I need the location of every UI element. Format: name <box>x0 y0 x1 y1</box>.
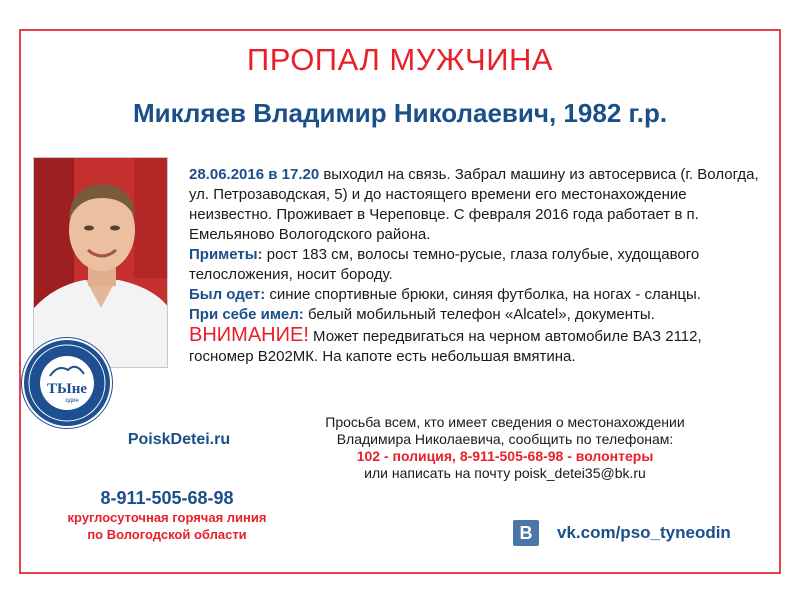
request-line-1: Просьба всем, кто имеет сведения о местонахождении <box>325 414 685 430</box>
attention-text: Может передвигаться на черном автомобиле ВАЗ 2112, госномер В202МК. На капоте есть небольшая вмятина. <box>189 328 702 365</box>
request-phones: 102 - полиция, 8-911-505-68-98 - волонтеры <box>356 448 654 464</box>
signs-paragraph <box>189 245 769 285</box>
attention-label: ВНИМАНИЕ! <box>189 324 309 346</box>
belongings-paragraph <box>189 305 769 325</box>
hotline-number[interactable]: 8-911-505-68-98 <box>100 488 234 508</box>
badge-sub-text: один <box>65 398 79 404</box>
signs-text: рост 183 см, волосы темно-русые, глаза голубые, худощавого телосложения, носит бороду. <box>189 246 700 283</box>
request-email[interactable]: или написать на почту poisk_detei35@bk.ru <box>364 465 646 481</box>
last-contact-date: 28.06.2016 в 17.20 <box>189 166 320 183</box>
last-contact-paragraph <box>189 165 769 245</box>
last-contact-text: выходил на связь. Забрал машину из автосервиса (г. Вологда, ул. Петрозаводская, 5) и до настоящего времени его местонахождение неизвестно. Проживает в Череповце. С февраля 2016 года работает в п. Емельяново Вологодского района. <box>189 166 759 243</box>
poster-title: ПРОПАЛ МУЖЧИНА <box>246 42 554 77</box>
belongings-text: белый мобильный телефон «Alcatel», документы. <box>303 306 655 323</box>
belongings-label: При себе имел: <box>189 306 304 323</box>
vk-logo-icon: B <box>513 520 539 546</box>
request-line-2: Владимира Николаевича, сообщить по телефонам: <box>336 431 674 447</box>
clothing-paragraph <box>189 285 769 305</box>
hotline-label-line1: круглосуточная горячая линия <box>67 510 267 525</box>
clothing-label: Был одет: <box>189 286 266 303</box>
vk-link-text[interactable]: vk.com/pso_tyneodin <box>557 523 731 542</box>
hotline-label-line2: по Вологодской области <box>87 527 247 542</box>
signs-label: Приметы: <box>189 246 263 263</box>
website-link[interactable]: PoiskDetei.ru <box>127 431 231 448</box>
missing-person-name: Микляев Владимир Николаевич, 1982 г.р. <box>132 98 668 128</box>
badge-main-text: ТЫне <box>46 381 88 397</box>
person-photo <box>33 157 168 368</box>
hotline-block <box>32 488 302 543</box>
attention-paragraph <box>189 325 769 367</box>
volunteer-logo-badge <box>22 338 112 428</box>
case-description <box>189 165 769 367</box>
vk-link[interactable] <box>513 519 773 547</box>
clothing-text: синие спортивные брюки, синяя футболка, на ногах - сланцы. <box>265 286 701 303</box>
contact-request <box>290 414 720 482</box>
